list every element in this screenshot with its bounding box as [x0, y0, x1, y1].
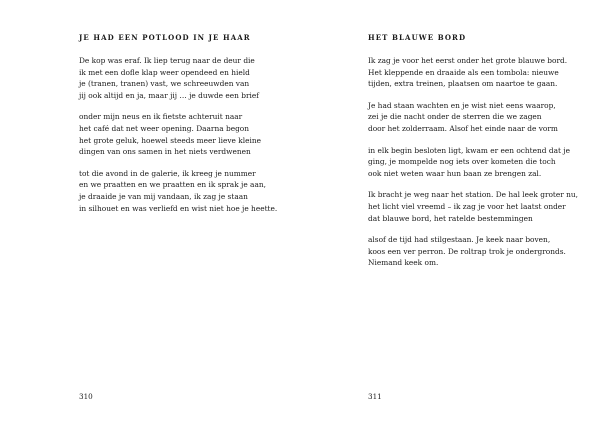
poem-line: jij ook altijd en ja, maar jij … je duwde een brief [79, 90, 259, 100]
poem-line: De kop was eraf. Ik liep terug naar de deur die [79, 56, 255, 65]
poem-body [368, 55, 579, 279]
poem-line: dat blauwe bord, het ratelde bestemmingen [368, 213, 533, 223]
poem-body [79, 55, 279, 224]
poem-line: Ik bracht je weg naar het station. De hal leek groter nu, [368, 190, 579, 200]
poem-line: Niemand keek om. [368, 258, 439, 268]
poem-line: het licht viel vreemd – ik zag je voor het laatst onder [368, 201, 566, 211]
stanza [368, 55, 573, 90]
poem-line: tijden, extra treinen, plaatsen om naartoe te gaan. [368, 79, 558, 89]
poem-line: en we praatten en we praatten en ik sprak je aan, [79, 180, 266, 190]
poem-line: koos een ver perron. De roltrap trok je ondergronds. [368, 246, 566, 256]
page-number: 311 [368, 392, 382, 401]
poem-line: zei je die nacht onder de sterren die we zagen [368, 112, 542, 122]
poem-line: ook niet weten waar hun baan ze brengen zal. [368, 168, 542, 178]
poem-line: alsof de tijd had stilgestaan. Je keek naar boven, [368, 235, 551, 245]
poem-line: het café dat net weer opening. Daarna begon [79, 123, 250, 133]
poem-line: Ik zag je voor het eerst onder het grote blauwe bord. [368, 56, 568, 65]
stanza [368, 189, 579, 224]
poem-line: tot die avond in de galerie, ik kreeg je nummer [79, 168, 256, 178]
poem-line: dingen van ons samen in het niets verdwenen [79, 147, 251, 157]
right-page [300, 0, 600, 432]
stanza [368, 234, 573, 269]
poem-title: JE HAD EEN POTLOOD IN JE HAAR [79, 33, 251, 42]
poem-line: in silhouet en was verliefd en wist niet hoe je heette. [79, 203, 278, 213]
poem-line: Het kleppende en draaide als een tombola: nieuwe [368, 67, 559, 77]
page-number: 310 [79, 392, 93, 401]
stanza [79, 111, 279, 157]
poem-line: ik met een dofle klap weer opendeed en hield [79, 67, 250, 77]
poem-line: Je had staan wachten en je wist niet eens waarop, [368, 100, 556, 110]
poem-line: in elk begin besloten ligt, kwam er een ochtend dat je [368, 145, 570, 155]
poem-title: HET BLAUWE BORD [368, 33, 467, 42]
poem-line: onder mijn neus en ik fietste achteruit naar [79, 112, 243, 122]
poem-line: je draaide je van mij vandaan, ik zag je staan [79, 191, 248, 201]
stanza [79, 168, 279, 214]
poem-line: je (tranen, tranen) vast, we schreeuwden van [79, 79, 250, 89]
poem-line: door het zolderraam. Alsof het einde naar de vorm [368, 123, 558, 133]
stanza [368, 145, 573, 180]
stanza [79, 55, 279, 101]
stanza [368, 100, 573, 135]
poem-line: ging, je mompelde nog iets over kometen die toch [368, 157, 556, 167]
poem-line: het grote geluk, hoewel steeds meer lieve kleine [79, 135, 261, 145]
